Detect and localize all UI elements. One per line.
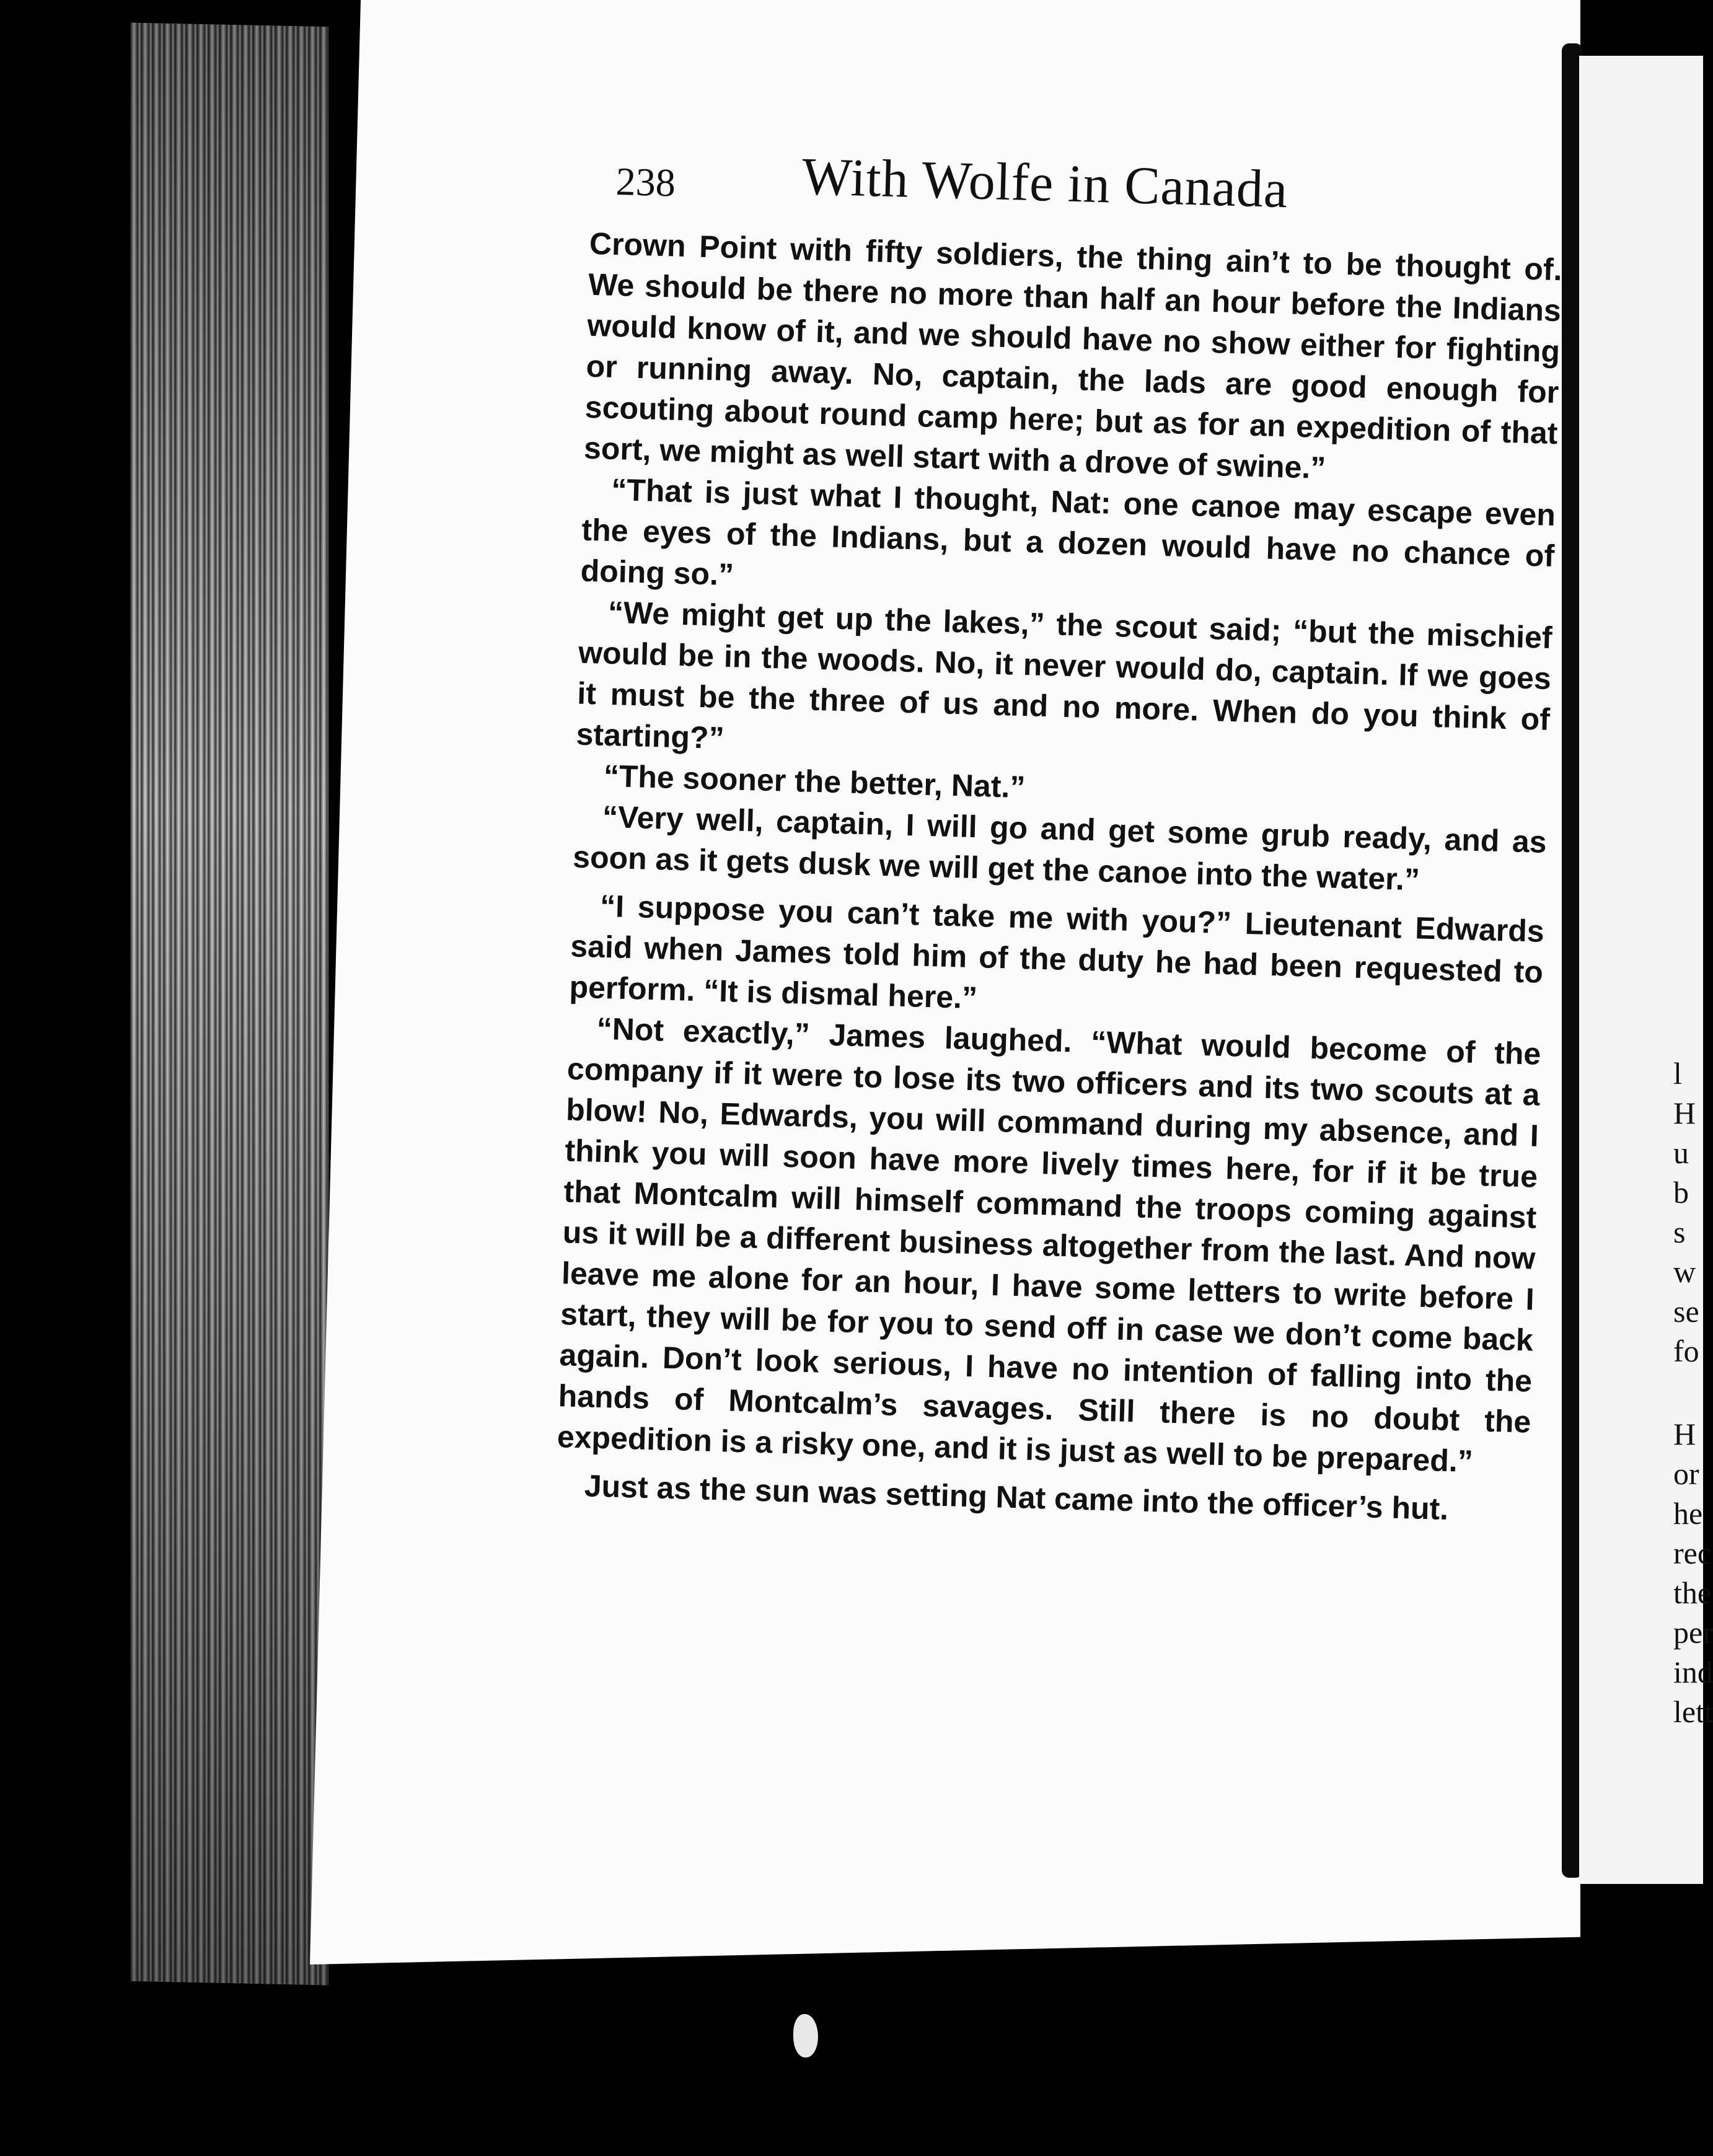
fragment: ind <box>1673 1655 1713 1689</box>
paragraph: “Not exactly,” James laughed. “What would become of the company if it were to lose its two officers and its two scouts at a blow! No, Edwards, you will command during my absence, and I think you will soon have more lively times here, for if it be true that Montcalm will himself command the troops coming against us it will be a different business altogether from the last. And now leave me alone for an hour, I have some letters to write before I start, they will be for you to send off in case we don’t come back again. Don’t look serious, I have no intention of falling into the hands of Montcalm’s savages. Still there is no doubt the expedition is a risky one, and it is just as well to be prepared.” <box>557 1011 1542 1479</box>
paragraph: “I suppose you can’t take me with you?” Lieutenant Edwards said when James told him of the duty he had been requested to perform. “It is dismal here.” <box>568 888 1545 1016</box>
fragment: H <box>1673 1417 1696 1451</box>
fragment: he <box>1673 1496 1703 1531</box>
fragment: rec <box>1673 1536 1712 1570</box>
running-title: With Wolfe in Canada <box>801 146 1289 219</box>
fragment: or <box>1673 1456 1699 1491</box>
fragment: lett <box>1673 1694 1713 1729</box>
fragment: u <box>1673 1135 1689 1170</box>
body-text <box>555 223 1562 1532</box>
fragment: the <box>1673 1575 1712 1610</box>
fragment: per <box>1673 1615 1713 1650</box>
fragment: l <box>1673 1056 1682 1091</box>
page-number: 238 <box>615 159 676 205</box>
paragraph: “That is just what I thought, Nat: one canoe may escape even the eyes of the Indians, but a dozen would have no chance of doing so.” <box>580 472 1556 592</box>
fragment: s <box>1673 1215 1686 1249</box>
paragraph: “The sooner the better, Nat.” <box>603 758 1026 805</box>
paragraph: Crown Point with fifty soldiers, the thing ain’t to be thought of. We should be there no more than half an hour before the Indians would know of it, and we should have no show either for fighting or running away. No, captain, the lads are good enough for scouting about round camp here; but as for an expedition of that sort, we might as well start with a drove of swine.” <box>583 226 1563 486</box>
fragment: fo <box>1673 1334 1699 1368</box>
paragraph: Just as the sun was setting Nat came into the officer’s hut. <box>584 1468 1449 1527</box>
paragraph: “We might get up the lakes,” the scout said; “but the mischief would be in the woods. No, it never would do, captain. If we goes it must be the three of us and no more. When do you think of starting?” <box>575 594 1553 755</box>
paragraph: “Very well, captain, I will go and get some grub ready, and as soon as it gets dusk we will get the canoe into the water.” <box>572 799 1548 897</box>
fragment: w <box>1673 1254 1696 1289</box>
facing-page-fragments <box>1673 1054 1713 1731</box>
fragment: se <box>1673 1294 1699 1329</box>
fragment: b <box>1673 1175 1689 1210</box>
fragment: H <box>1673 1096 1696 1130</box>
fragment-gap <box>1673 1371 1713 1414</box>
